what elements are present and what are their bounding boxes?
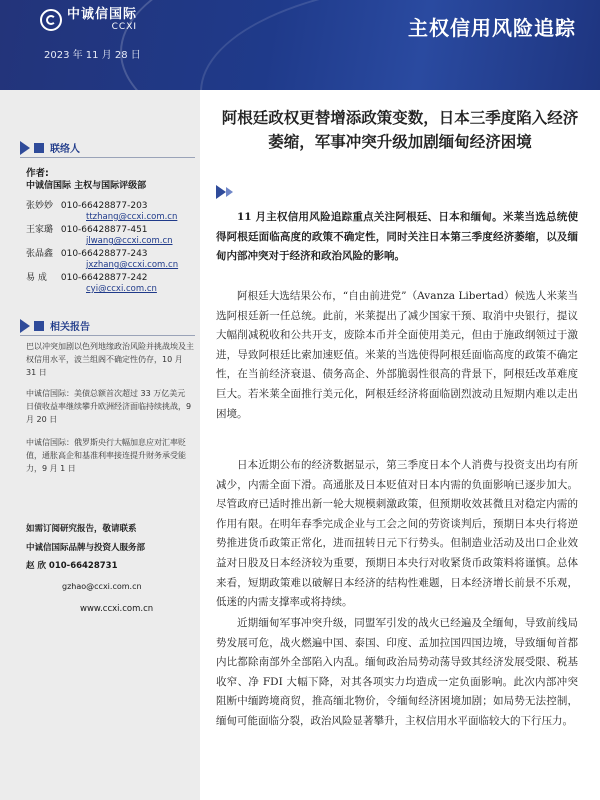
related-report[interactable]: 巴以冲突加剧以色列地缘政治风险并挑战埃及主权信用水平，波兰组阁不确定性仍存，10 月 31 日 xyxy=(26,342,194,377)
report-date: 2023 年 11 月 28 日 xyxy=(44,50,141,61)
contact-name: 张妙妙 xyxy=(26,201,54,211)
contact-name: 易 成 xyxy=(26,273,47,283)
report-series-title: 主权信用风险追踪 xyxy=(408,16,576,40)
contact-email[interactable]: jxzhang@ccxi.com.cn xyxy=(86,260,179,270)
subscribe-dept: 中诚信国际品牌与投资人服务部 xyxy=(26,543,146,553)
subscribe-line: 如需订阅研究报告，敬请联系 xyxy=(26,524,137,534)
author-org: 中诚信国际 主权与国际评级部 xyxy=(26,181,147,191)
lead-paragraph: 11 月主权信用风险追踪重点关注阿根廷、日本和缅甸。米莱当选总统使得阿根廷面临高度的政策不确定性，同时关注日本第三季度经济萎缩，以及缅甸内部冲突对于经济和政治风险的影响。 xyxy=(216,211,578,263)
subscribe-contact: 赵 欣 010-66428731 xyxy=(26,561,118,571)
author-label: 作者: xyxy=(26,168,49,179)
related-label: 相关报告 xyxy=(50,322,90,333)
contact-item xyxy=(26,246,178,270)
contact-item xyxy=(26,198,177,222)
contact-phone: 010-66428877-242 xyxy=(60,273,148,283)
contact-email[interactable]: cyi@ccxi.com.cn xyxy=(86,284,157,294)
ccxi-logo-icon xyxy=(40,9,62,31)
contact-phone: 010-66428877-243 xyxy=(60,249,148,259)
contact-email[interactable]: jlwang@ccxi.com.cn xyxy=(86,236,173,246)
related-report[interactable]: 中诚信国际：俄罗斯央行大幅加息应对汇率贬值，通胀高企和基准利率接连提升财务承受能力，9 月 1 日 xyxy=(26,438,186,473)
arrow-icon xyxy=(216,185,226,199)
contact-name: 张晶鑫 xyxy=(26,249,54,259)
subscribe-email[interactable]: gzhao@ccxi.com.cn xyxy=(62,582,142,591)
arrow-icon xyxy=(20,319,30,333)
ccxi-logo xyxy=(40,8,137,32)
contact-phone: 010-66428877-451 xyxy=(60,225,148,235)
square-icon xyxy=(34,143,44,153)
logo-en-text: CCXI xyxy=(111,22,138,32)
arrow-icon xyxy=(226,187,233,197)
body-paragraph: 阿根廷大选结果公布，“自由前进党”（Avanza Libertad）候选人米莱当选阿根廷新一任总统。此前，米莱提出了减少国家干预、取消中央银行，提议大幅削减税收和公共开支，废除本币并全面使用美元，但由于施政纲领过于激进，导致阿根廷比索加速贬值。米莱的当选使得阿根廷面临高度的政策不确定性，在当前经济衰退、债务高企、外部脆弱性很高的背景下，阿根廷改革难度巨大。若米莱全面推行美元化，阿根廷经济将面临剧烈波动且短期内难以走出困境。 xyxy=(216,290,578,420)
divider xyxy=(20,157,195,158)
logo-cn-text: 中诚信国际 xyxy=(67,7,138,22)
contact-email[interactable]: ttzhang@ccxi.com.cn xyxy=(86,212,178,222)
contact-item xyxy=(26,270,157,294)
contact-item xyxy=(26,222,173,246)
square-icon xyxy=(34,321,44,331)
report-title: 阿根廷政权更替增添政策变数，日本三季度陷入经济萎缩，军事冲突升级加剧缅甸经济困境 xyxy=(221,109,579,151)
arrow-icon xyxy=(20,141,30,155)
divider xyxy=(20,335,195,336)
related-report[interactable]: 中诚信国际：美债总额首次超过 33 万亿美元 日债收益率继续攀升欧洲经济面临持续挑战，9 月 20 日 xyxy=(26,389,192,424)
report-header xyxy=(0,0,600,90)
contacts-heading xyxy=(20,140,80,155)
contacts-label: 联络人 xyxy=(50,144,80,155)
contact-name: 王家璐 xyxy=(26,225,54,235)
body-paragraph: 近期缅甸军事冲突升级，同盟军引发的战火已经遍及全缅甸，导致前线局势发展可危，战火燃遍中国、泰国、印度、孟加拉国四国边境，导致缅甸首都内比都除南部外全部陷入内乱。缅甸政治局势动荡导致其经济发展受限、税基收窄、净 FDI 大幅下降，对其各项实力均造成一定负面影响。此次内部冲突阻断中缅跨境商贸，推高缅北物价，令缅甸经济困境加剧；如局势无法控制，缅甸可能面临分裂，政治风险显著攀升，主权信用水平面临较大的下行压力。 xyxy=(216,617,578,727)
related-heading xyxy=(20,318,90,333)
body-paragraph: 日本近期公布的经济数据显示，第三季度日本个人消费与投资支出均有所减少，内需全面下滑。高通胀及日本贬值对日本内需的负面影响已逐步加大。尽管政府已适时推出新一轮大规模刺激政策，但预期收效甚微且对稳定内需的作用有限。在明年春季完成企业与工会之间的劳资谈判后，预期日本央行将逆势推进货币政策正常化，进而扭转日元下行势头。但制造业活动及出口企业效益对日股及日本经济较为重要，预期日本央行对收紧货币政策料将谨慎。总体来看，短期政策难以破解日本经济的结构性难题，日本经济增长前景不乐观，低迷的内需支撑率或将持续。 xyxy=(216,459,578,609)
website-link[interactable]: www.ccxi.com.cn xyxy=(80,604,154,614)
contact-phone: 010-66428877-203 xyxy=(60,201,148,211)
